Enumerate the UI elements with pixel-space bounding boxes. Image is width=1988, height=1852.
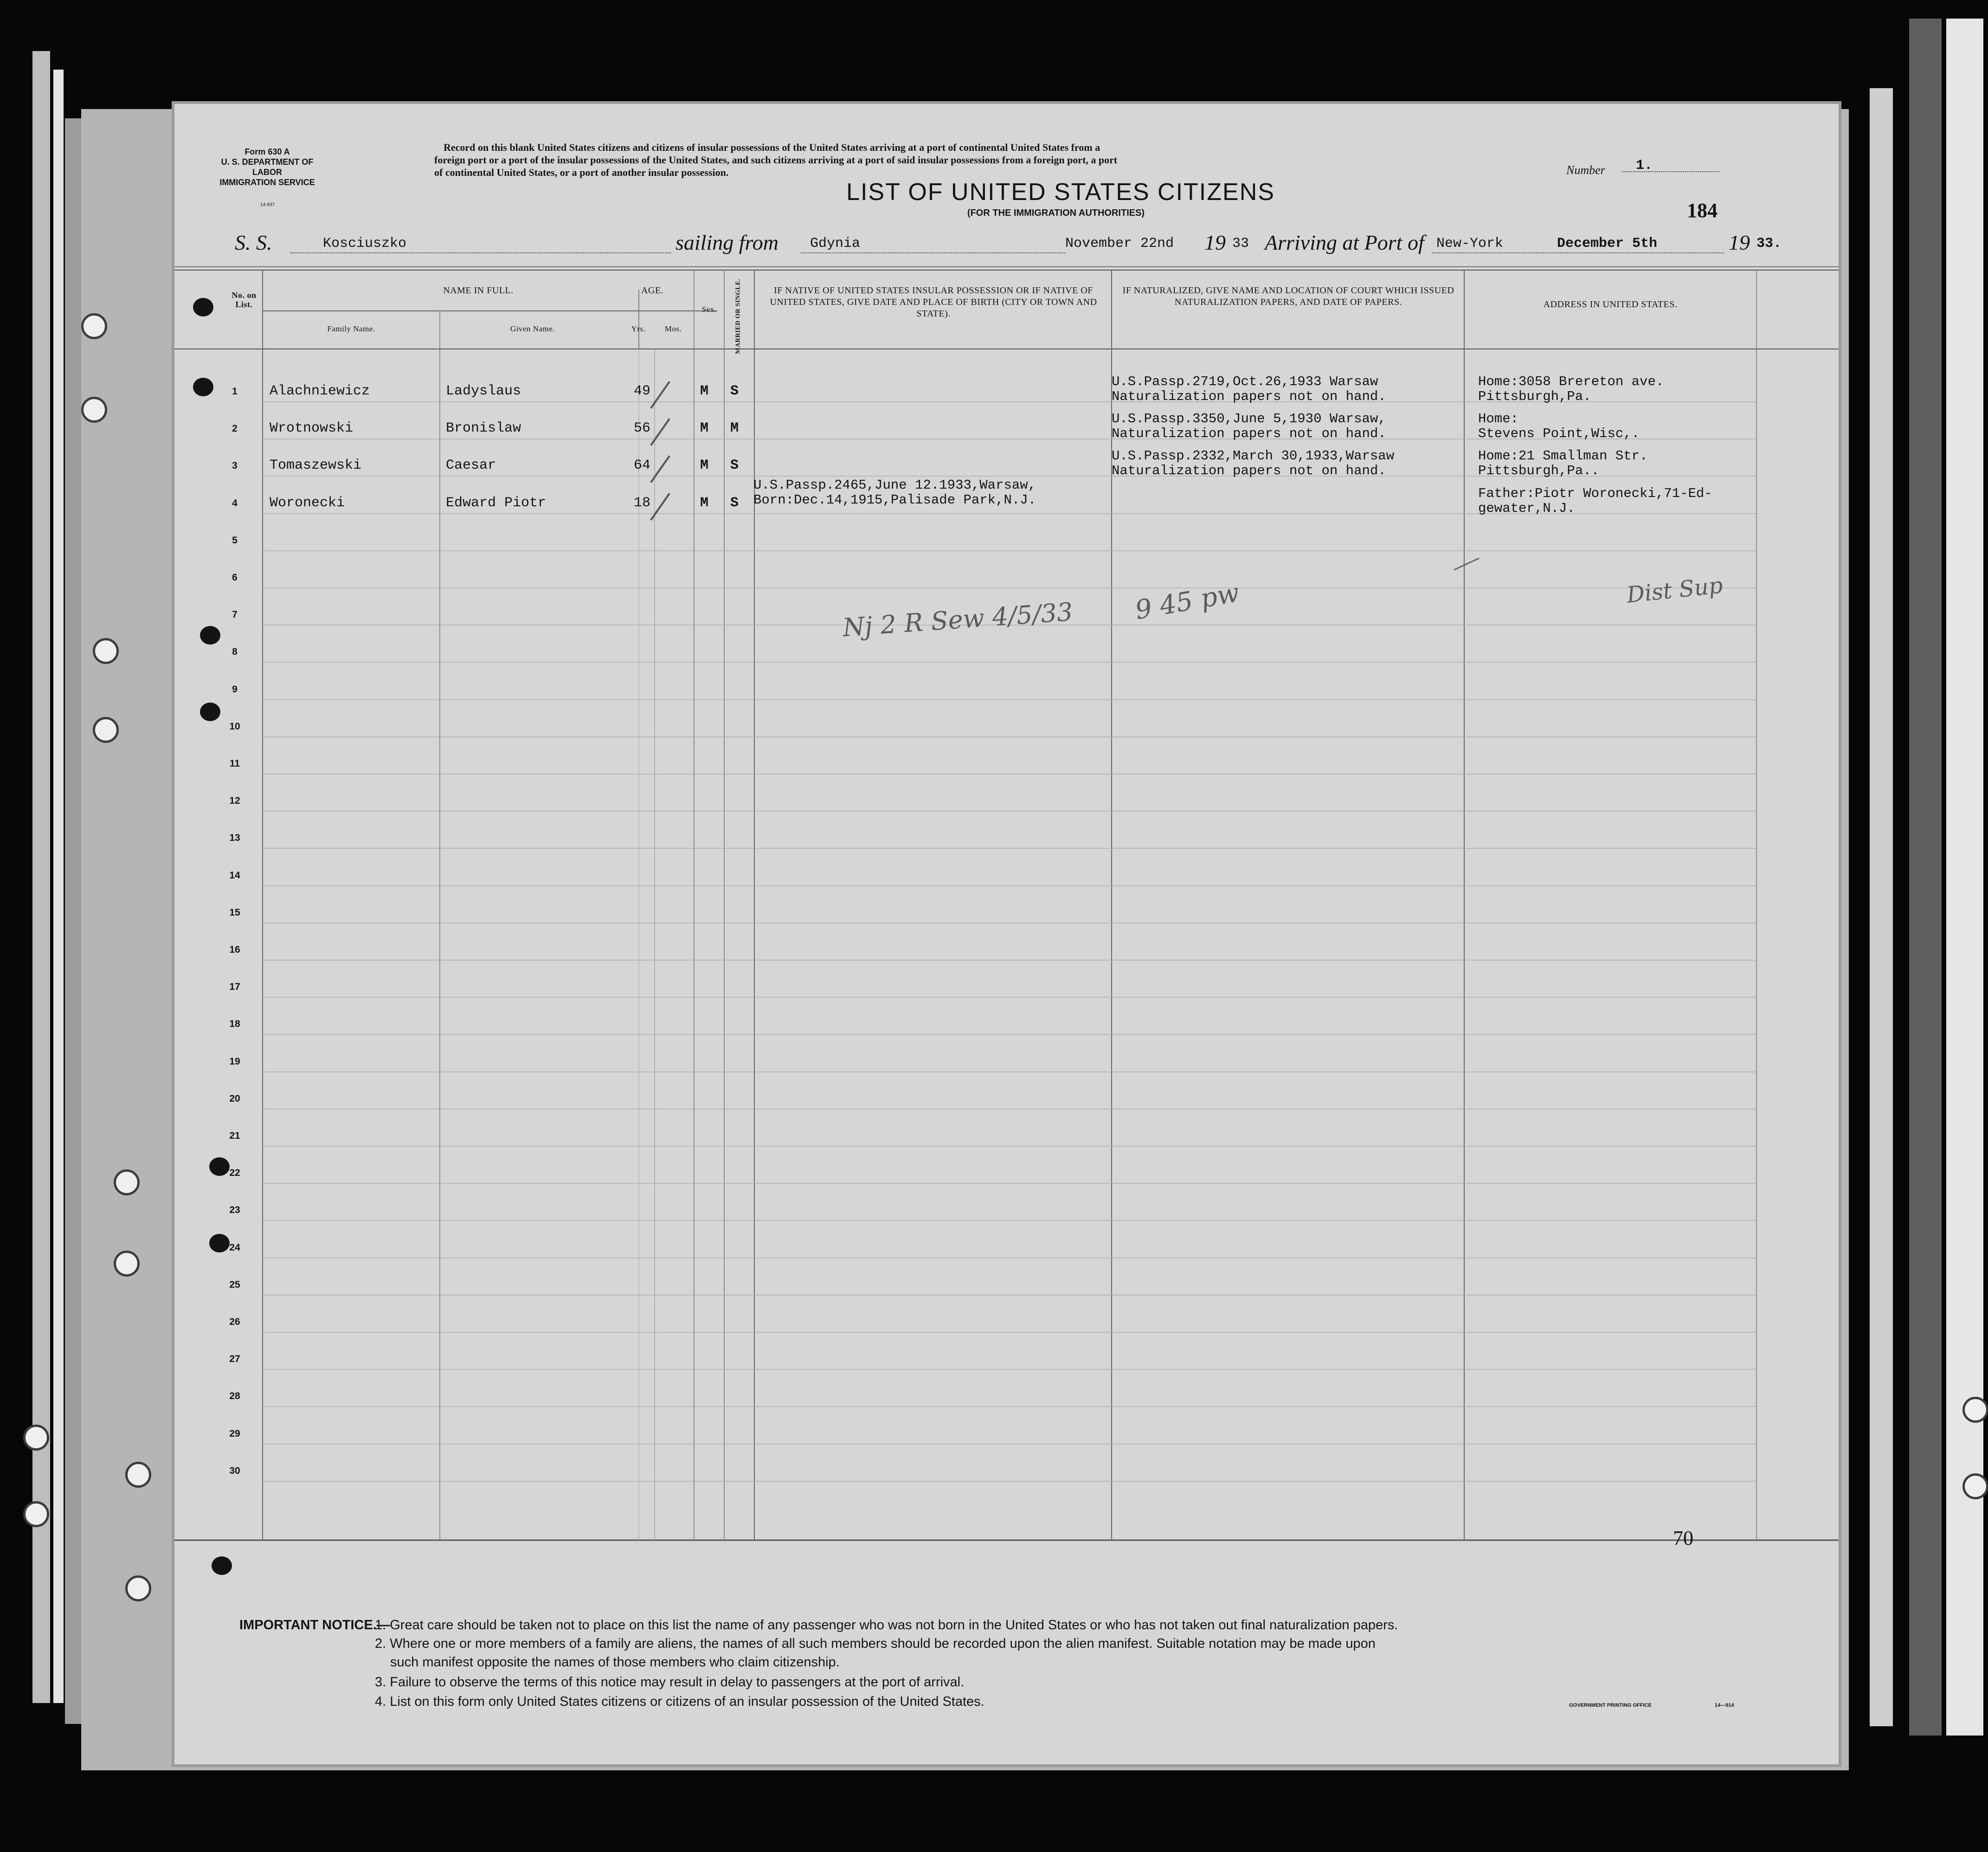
port-to: New-York	[1436, 236, 1504, 252]
naturalization-papers-line: Naturalization papers not on hand.	[1112, 389, 1386, 404]
marital-status: M	[730, 420, 739, 436]
notice-item-3: 3. Failure to observe the terms of this notice may result in delay to passengers at the port of arrival.	[375, 1675, 965, 1690]
address-line-2: Stevens Point,Wisc,.	[1478, 426, 1640, 441]
binder-hole	[1962, 1473, 1988, 1499]
handwritten-note-address: Dist Sup	[1625, 572, 1724, 608]
row-number: 26	[229, 1316, 240, 1327]
notice-item-1: 1. Great care should be taken not to place on this list the name of any passenger who was not born in the United States or who has not taken out final naturalization papers.	[375, 1618, 1398, 1633]
address-line-2: gewater,N.J.	[1478, 501, 1575, 516]
binder-page-edge	[1870, 88, 1893, 1726]
printing-code: 14-937	[260, 202, 275, 207]
given-name: Ladyslaus	[446, 383, 521, 399]
row-number: 22	[229, 1168, 240, 1178]
given-name: Bronislaw	[446, 420, 521, 436]
printer-code: 14—914	[1715, 1703, 1734, 1708]
ss-label: S. S.	[235, 231, 272, 254]
col-header-yrs: Yrs.	[631, 324, 646, 333]
sex: M	[700, 383, 709, 399]
row-number: 20	[229, 1093, 240, 1104]
family-name: Tomaszewski	[270, 458, 362, 473]
col-header-address: ADDRESS IN UNITED STATES.	[1543, 299, 1678, 310]
col-header-age: AGE.	[641, 285, 664, 296]
form-number: Form 630 A	[244, 147, 290, 156]
binder-hole	[81, 313, 107, 339]
sex: M	[700, 420, 709, 436]
col-header-family-name: Family Name.	[327, 324, 375, 333]
form-header-block	[207, 147, 328, 187]
arrive-year-prefix: 19	[1729, 231, 1750, 254]
binder-hole	[23, 1501, 49, 1527]
naturalization-passport-line: U.S.Passp.2719,Oct.26,1933 Warsaw	[1112, 374, 1378, 389]
row-number: 17	[229, 981, 240, 992]
col-header-given-name: Given Name.	[510, 324, 555, 333]
printer-name: GOVERNMENT PRINTING OFFICE	[1569, 1703, 1652, 1708]
service-name: IMMIGRATION SERVICE	[219, 178, 315, 187]
address-line-1: Father:Piotr Woronecki,71-Ed-	[1478, 486, 1712, 501]
marital-status: S	[730, 383, 739, 399]
row-number: 29	[229, 1428, 240, 1439]
row-number: 28	[229, 1391, 240, 1401]
birth-place-line: Born:Dec.14,1915,Palisade Park,N.J.	[753, 492, 1036, 508]
address-line-1: Home:3058 Brereton ave.	[1478, 374, 1664, 389]
important-notice	[239, 1616, 1808, 1746]
binder-hole	[23, 1425, 49, 1451]
address-line-2: Pittsburgh,Pa.	[1478, 389, 1591, 404]
binder-hole	[1962, 1397, 1988, 1423]
row-number: 24	[229, 1242, 240, 1253]
binder-hole	[125, 1575, 151, 1601]
instruction-line: Record on this blank United States citizens and citizens of insular possessions of the United States arriving at a port of continental United States from a	[444, 142, 1100, 153]
sex: M	[700, 458, 709, 473]
arrive-date: December 5th	[1557, 236, 1658, 252]
family-name: Alachniewicz	[270, 383, 370, 399]
given-name: Caesar	[446, 458, 496, 473]
col-header-mos: Mos.	[664, 324, 682, 333]
row-number: 21	[229, 1130, 240, 1141]
page-title: LIST OF UNITED STATES CITIZENS	[846, 179, 1275, 206]
row-number: 13	[229, 832, 240, 843]
depart-year-suffix: 33	[1232, 236, 1249, 252]
number-label: Number	[1566, 163, 1605, 177]
row-number: 6	[232, 572, 238, 583]
row-number: 2	[232, 423, 238, 434]
naturalization-passport-line: U.S.Passp.3350,June 5,1930 Warsaw,	[1112, 411, 1386, 426]
col-header-name-in-full: NAME IN FULL.	[443, 285, 514, 296]
row-number: 19	[229, 1056, 240, 1067]
row-number: 3	[232, 460, 238, 471]
row-number: 7	[232, 609, 238, 620]
binder-hole	[93, 717, 119, 743]
row-number: 14	[229, 870, 240, 881]
row-number: 5	[232, 535, 238, 546]
binder-hole	[93, 638, 119, 664]
col-header-native-insular: IF NATIVE OF UNITED STATES INSULAR POSSESSION OR IF NATIVE OF UNITED STATES, GIVE DATE AND PLACE OF BIRTH (CITY OR TOWN AND STATE).	[770, 285, 1097, 319]
instruction-line: of continental United States, or a port of another insular possession.	[434, 167, 729, 178]
col-header-no: No. on List.	[232, 290, 257, 309]
notice-label: IMPORTANT NOTICE.—	[239, 1618, 390, 1633]
notice-item-4: 4. List on this form only United States citizens or citizens of an insular possession of the United States.	[375, 1694, 984, 1709]
row-number: 8	[232, 646, 238, 657]
list-number: 1.	[1636, 158, 1653, 174]
binder-page-edge	[32, 51, 50, 1703]
instruction-line: foreign port or a port of the insular possessions of the United States, and such citizens arriving at a port of said insular possessions from a foreign port, a port	[434, 154, 1118, 166]
stamp-number: 184	[1687, 199, 1718, 222]
notice-item-2-continued: such manifest opposite the names of those members who claim citizenship.	[390, 1655, 840, 1670]
marital-status: S	[730, 495, 739, 511]
row-number: 4	[232, 498, 238, 509]
binder-hole	[125, 1462, 151, 1488]
naturalization-passport-line: U.S.Passp.2332,March 30,1933,Warsaw	[1112, 448, 1395, 464]
naturalization-papers-line: Naturalization papers not on hand.	[1112, 463, 1386, 478]
naturalization-papers-line: Naturalization papers not on hand.	[1112, 426, 1386, 441]
col-header-sex: Sex.	[701, 305, 717, 314]
row-number: 10	[229, 721, 240, 732]
address-line-2: Pittsburgh,Pa..	[1478, 463, 1600, 478]
ship-underline	[290, 252, 671, 253]
row-number: 1	[232, 386, 238, 397]
row-number: 27	[229, 1354, 240, 1364]
handwritten-note-birth: Nj 2 R Sew 4/5/33	[842, 597, 1074, 643]
col-header-married-or-single: MARRIED OR SINGLE.	[734, 278, 742, 354]
family-name: Woronecki	[270, 495, 345, 511]
sex: M	[700, 495, 709, 511]
marital-status: S	[730, 458, 739, 473]
row-number: 12	[229, 795, 240, 806]
binder-page-edge	[53, 70, 64, 1703]
ship-name: Kosciuszko	[323, 236, 407, 252]
document-page	[172, 101, 1841, 1767]
row-number: 30	[229, 1465, 240, 1476]
age-years: 49	[634, 383, 651, 399]
row-number: 25	[229, 1279, 240, 1290]
depart-year-prefix: 19	[1204, 231, 1226, 254]
notice-item-2: 2. Where one or more members of a family are aliens, the names of all such members should be recorded upon the alien manifest. Suitable notation may be made upon	[375, 1636, 1376, 1651]
port-from-underline	[801, 252, 1065, 253]
given-name: Edward Piotr	[446, 495, 547, 511]
row-number: 16	[229, 944, 240, 955]
arriving-label: Arriving at Port of	[1265, 231, 1424, 254]
address-line-1: Home:21 Smallman Str.	[1478, 448, 1648, 464]
row-number: 9	[232, 684, 238, 695]
port-to-underline	[1432, 252, 1724, 253]
age-years: 56	[634, 420, 651, 436]
age-years: 64	[634, 458, 651, 473]
department-name: U. S. DEPARTMENT OF LABOR	[221, 157, 314, 177]
row-number: 18	[229, 1019, 240, 1029]
page-mark-number: 70	[1673, 1527, 1693, 1549]
row-number: 11	[229, 758, 240, 769]
voyage-line	[235, 230, 1803, 258]
binder-hole	[114, 1169, 140, 1195]
binder-spine	[1909, 19, 1942, 1736]
port-from: Gdynia	[810, 236, 861, 252]
age-years: 18	[634, 495, 651, 511]
manifest-table	[174, 266, 1839, 1638]
depart-date: November 22nd	[1065, 236, 1174, 252]
row-number: 23	[229, 1205, 240, 1215]
instruction-text	[434, 141, 1715, 179]
address-line-1: Home:	[1478, 411, 1519, 426]
handwritten-note-naturalization: 9 45 pw	[1133, 577, 1242, 626]
binder-hole	[114, 1251, 140, 1277]
row-number: 15	[229, 907, 240, 918]
arrive-year-suffix: 33.	[1756, 236, 1782, 252]
page-subtitle: (FOR THE IMMIGRATION AUTHORITIES)	[967, 208, 1145, 218]
binder-hole	[81, 397, 107, 423]
sailing-label: sailing from	[676, 231, 778, 254]
birth-passport-line: U.S.Passp.2465,June 12.1933,Warsaw,	[753, 478, 1036, 493]
family-name: Wrotnowski	[270, 420, 354, 436]
col-header-naturalized: IF NATURALIZED, GIVE NAME AND LOCATION OF COURT WHICH ISSUED NATURALIZATION PAPERS, AND DATE OF PAPERS.	[1122, 285, 1454, 307]
